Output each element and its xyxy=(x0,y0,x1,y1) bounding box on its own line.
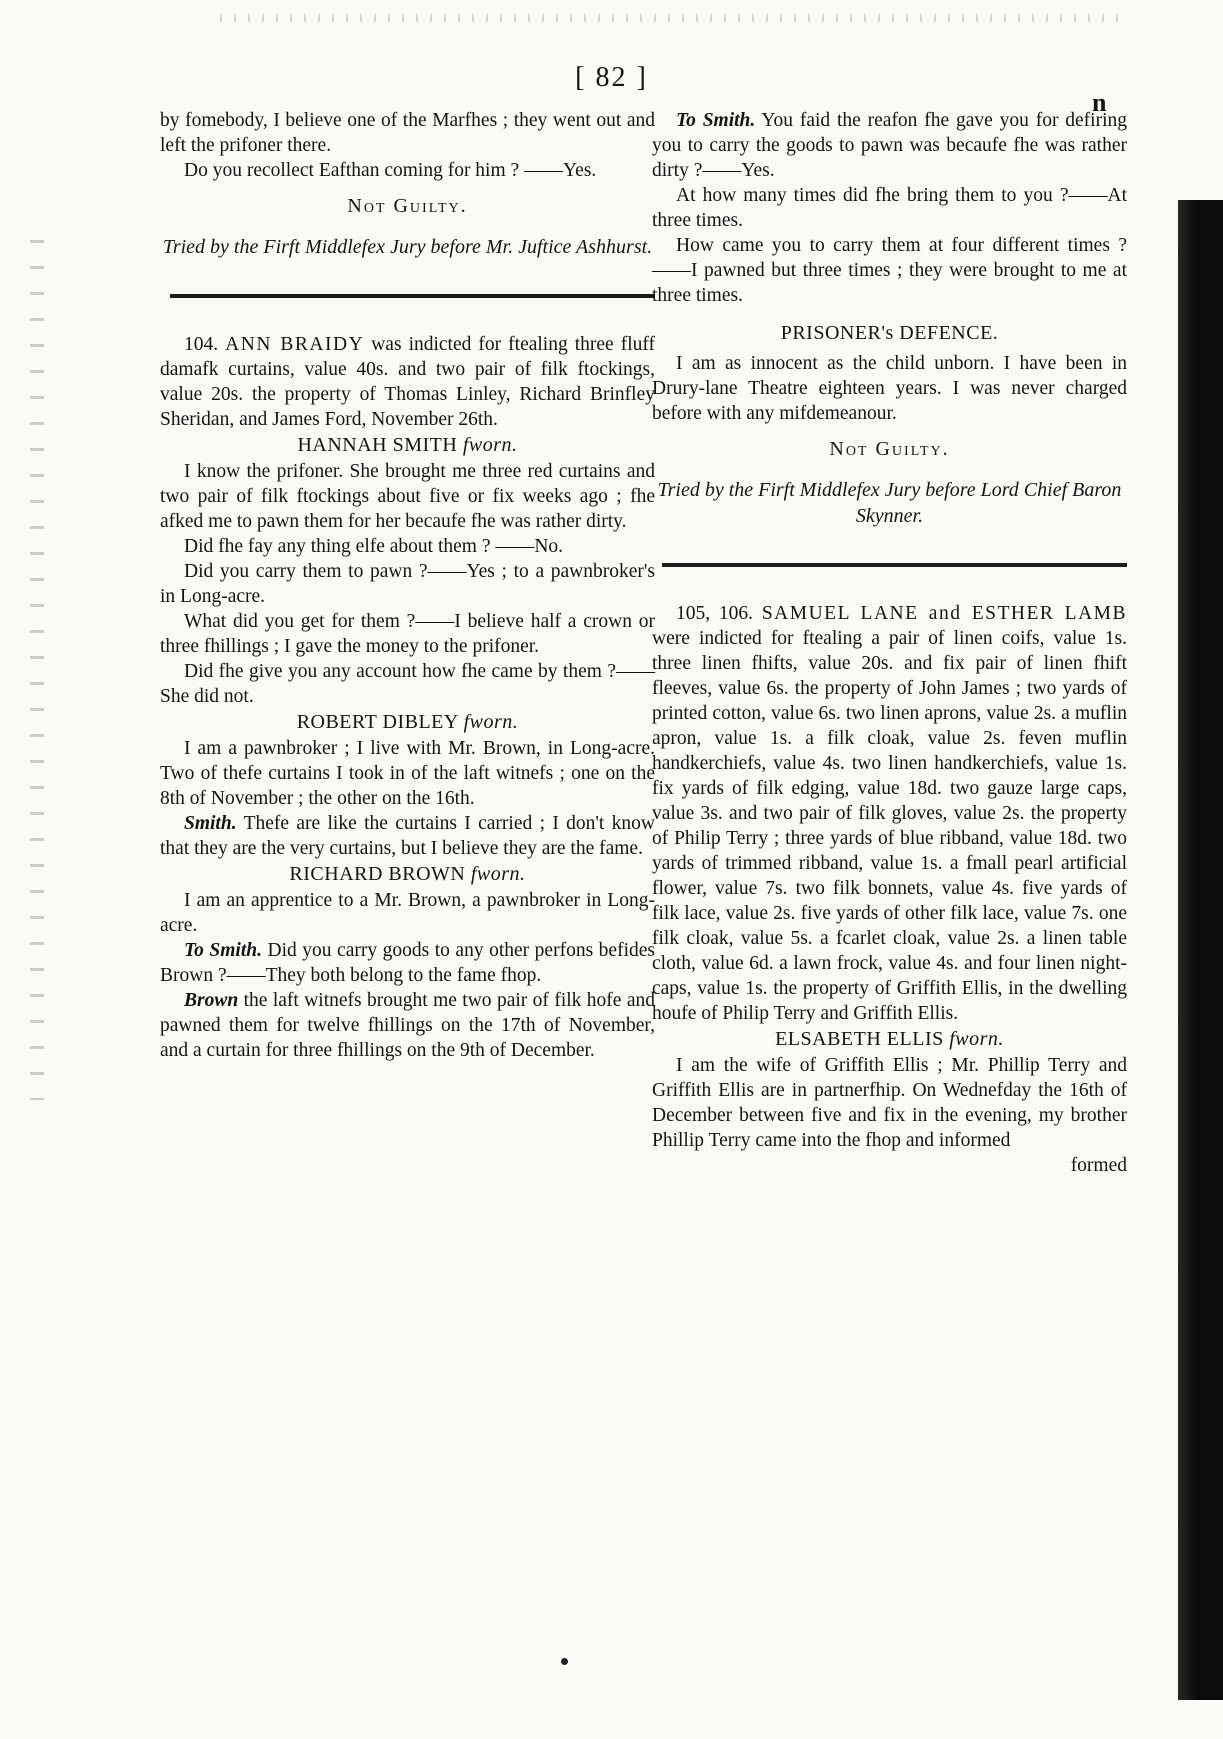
paragraph: I am a pawnbroker ; I live with Mr. Brown, in Long-acre. Two of thefe curtains I took in of the laft witnefs ; one on the 8th of November ; the other on the 16th. xyxy=(160,738,655,809)
sworn-label: fworn. xyxy=(463,711,519,733)
witness-heading xyxy=(160,863,655,886)
paragraph xyxy=(652,108,1127,183)
indictment-text: was indicted for ftealing three fluff damafk curtains, value 40s. and two pair of filk ftockings, value 20s. the property of Thomas Linley, Richard Brinfley Sheridan, and James Ford, November 26th. xyxy=(160,334,656,430)
tried-by-note: Tried by the Firft Middlefex Jury before Mr. Juftice Ashhurst. xyxy=(162,236,653,258)
defendant-name: ANN BRAIDY xyxy=(225,334,365,355)
top-edge-noise xyxy=(220,14,1120,22)
paragraph: I am as innocent as the child unborn. I have been in Drury-lane Theatre eighteen years. I was never charged before with any mifdemeanour. xyxy=(652,353,1127,424)
paragraph: Did fhe fay any thing elfe about them ? ——No. xyxy=(184,536,564,557)
verdict: Not Guilty. xyxy=(829,438,950,460)
indictment-number: 104. xyxy=(184,334,219,355)
page-number: [ 82 ] xyxy=(575,62,648,93)
witness-name: HANNAH SMITH xyxy=(297,434,458,456)
speaker: Brown xyxy=(184,990,239,1011)
witness-name: ELSABETH ELLIS xyxy=(775,1028,944,1050)
speaker: To Smith. xyxy=(676,110,756,131)
paragraph: Did you carry them to pawn ?——Yes ; to a pawnbroker's in Long-acre. xyxy=(160,561,655,607)
witness-name: RICHARD BROWN xyxy=(289,863,466,885)
paragraph: What did you get for them ?——I believe half a crown or three fhillings ; I gave the money to the prifoner. xyxy=(160,611,655,657)
speech: Thefe are like the curtains I carried ; I don't know that they are the very curtains, but I believe they are the fame. xyxy=(160,813,655,859)
paragraph: Did fhe give you any account how fhe came by them ?——She did not. xyxy=(160,661,655,707)
binding-edge xyxy=(1178,200,1223,1700)
indictment-number: 105, 106. xyxy=(676,603,754,624)
defence-heading: PRISONER's DEFENCE. xyxy=(780,322,999,344)
speech: You faid the reafon fhe gave you for defiring you to carry the goods to pawn was becaufe fhe was rather dirty ?——Yes. xyxy=(652,110,1127,181)
defendant-name: SAMUEL LANE and ESTHER LAMB xyxy=(761,603,1128,624)
indictment xyxy=(160,332,655,432)
sworn-label: fworn. xyxy=(949,1028,1004,1050)
indictment-text: were indicted for ftealing a pair of linen coifs, value 1s. three linen fhifts, value 20s. and fix pair of linen fhift fleeves, value 6s. the property of John James ; two yards of printed cotton, value 6s. two linen aprons, value 2s. a muflin apron, value 1s. a filk cloak, value 2s. feven muflin handkerchiefs, value 4s. two linen handkerchiefs, value 1s. fix yards of filk edging, value 18d. two gauze large caps, value 3s. and two pair of filk gloves, value 2s. the property of Philip Terry ; three yards of blue ribband, value 18d. two yards of trimmed ribband, value 1s. a fmall pearl artificial flower, value 7s. two filk bonnets, value 4s. five yards of filk lace, value 2s. five yards of other filk lace, value 7s. one filk cloak, value 5s. a fcarlet cloak, value 2s. a linen table cloth, value 6d. a lawn frock, value 4s. and four linen night-caps, value 1s. the property of Griffith Ellis, in the dwelling houfe of Philip Terry and Griffith Ellis. xyxy=(652,628,1127,1024)
paragraph: by fomebody, I believe one of the Marfhes ; they went out and left the prifoner there. xyxy=(160,110,655,156)
paragraph: At how many times did fhe bring them to you ?——At three times. xyxy=(652,185,1127,231)
witness-heading xyxy=(160,434,655,457)
paragraph: I am the wife of Griffith Ellis ; Mr. Phillip Terry and Griffith Ellis are in partnerfhip. On Wednefday the 16th of December between five and fix in the evening, my brother Phillip Terry came into the fhop and informed xyxy=(652,1055,1127,1151)
paragraph: Do you recollect Eafthan coming for him ? ——Yes. xyxy=(184,160,597,181)
paragraph: How came you to carry them at four different times ?——I pawned but three times ; they were brought to me at three times. xyxy=(652,235,1127,306)
corner-mark: n xyxy=(1092,88,1107,117)
section-rule xyxy=(170,294,655,298)
speaker: To Smith. xyxy=(184,940,262,961)
speaker: Smith. xyxy=(184,813,237,834)
verdict: Not Guilty. xyxy=(347,195,468,217)
right-column xyxy=(652,108,1127,1178)
section-rule xyxy=(662,563,1127,567)
left-column xyxy=(160,108,655,1063)
page-dot xyxy=(561,1658,568,1665)
speech: the laft witnefs brought me two pair of filk hofe and pawned them for twelve fhillings on the 17th of November, and a curtain for three fhillings on the 9th of December. xyxy=(160,990,656,1061)
witness-heading xyxy=(652,1028,1127,1051)
witness-name: ROBERT DIBLEY xyxy=(296,711,459,733)
paragraph xyxy=(160,988,655,1063)
left-margin-marks xyxy=(30,240,44,1100)
indictment xyxy=(652,601,1127,1026)
speech: Did you carry goods to any other perfons befides Brown ?——They both belong to the fame fhop. xyxy=(160,940,655,986)
sworn-label: fworn. xyxy=(470,863,526,885)
paragraph xyxy=(160,811,655,861)
catchword: formed xyxy=(1070,1155,1127,1176)
tried-by-note: Tried by the Firft Middlefex Jury before Lord Chief Baron Skynner. xyxy=(657,479,1122,527)
paragraph: I know the prifoner. She brought me three red curtains and two pair of filk ftockings about five or fix weeks ago ; fhe afked me to pawn them for her becaufe fhe was rather dirty. xyxy=(160,461,655,532)
witness-heading xyxy=(160,711,655,734)
sworn-label: fworn. xyxy=(462,434,518,456)
paragraph: I am an apprentice to a Mr. Brown, a pawnbroker in Long-acre. xyxy=(160,890,655,936)
paragraph xyxy=(160,938,655,988)
